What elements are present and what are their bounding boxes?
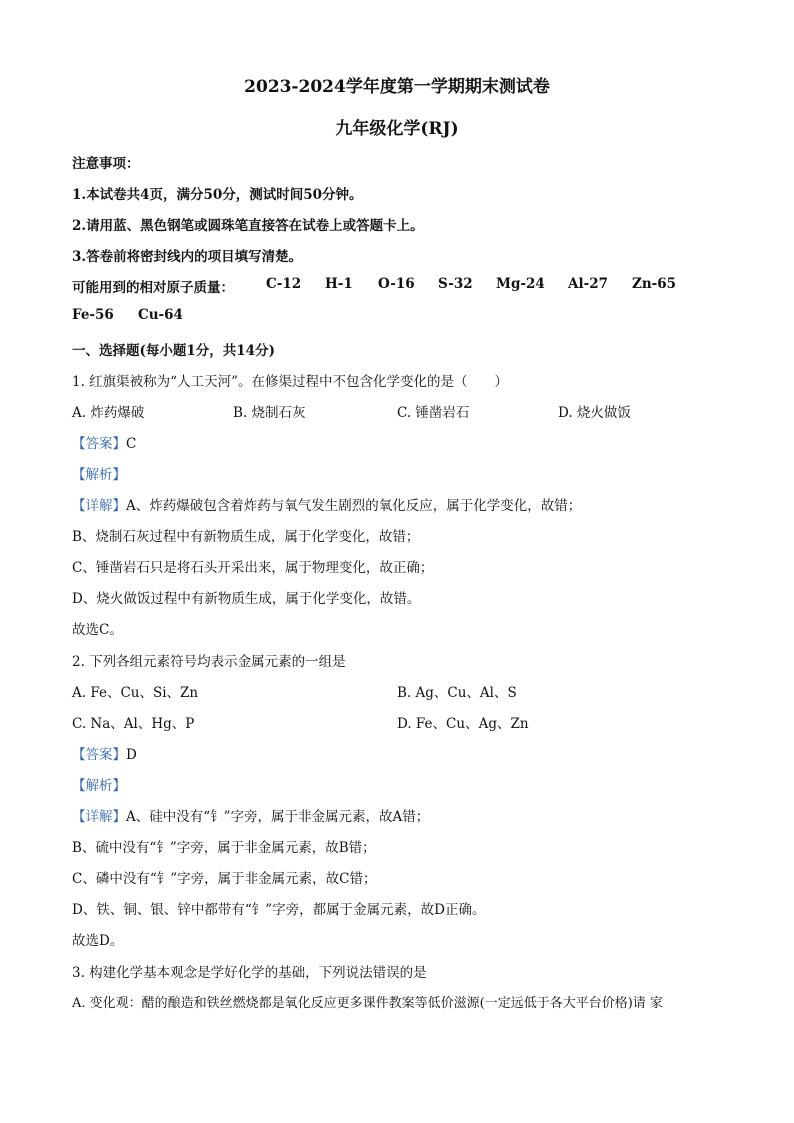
note-item: 1.本试卷共4页，满分50分，测试时间50分钟。 (72, 187, 363, 203)
detail-tag: 【详解】 (72, 809, 126, 825)
atomic-mass: O-16 (378, 276, 415, 292)
detail-text: C、磷中没有“钅”字旁，属于非金属元素，故C错； (72, 871, 377, 887)
analysis-tag: 【解析】 (72, 778, 126, 794)
atomic-mass: Zn-65 (632, 276, 677, 292)
analysis-tag: 【解析】 (72, 467, 126, 483)
conclusion: 故选D。 (72, 933, 124, 949)
detail-text: B、硫中没有“钅”字旁，属于非金属元素，故B错； (72, 840, 376, 856)
option-b: B. Ag、Cu、Al、S (397, 685, 517, 701)
answer-line (72, 743, 137, 763)
atomic-mass-label: 可能用到的相对原子质量： (72, 280, 234, 296)
detail-line (72, 805, 429, 825)
option-c: C. 锤凿岩石 (397, 405, 470, 421)
atomic-mass: C-12 (266, 276, 302, 292)
question-stem: 1. 红旗渠被称为“人工天河”。在修渠过程中不包含化学变化的是（ ） (72, 374, 508, 390)
detail-text: A、硅中没有“钅”字旁，属于非金属元素，故A错； (126, 809, 430, 825)
option-d: D. 烧火做饭 (558, 405, 631, 421)
answer-value: D (126, 747, 137, 763)
page-title: 2023-2024学年度第一学期期末测试卷 (244, 77, 550, 97)
atomic-mass: H-1 (325, 276, 353, 292)
question-stem: 2. 下列各组元素符号均表示金属元素的一组是 (72, 654, 346, 670)
note-item: 3.答卷前将密封线内的项目填写清楚。 (72, 249, 303, 265)
detail-text: D、铁、铜、银、锌中都带有“钅”字旁，都属于金属元素，故D正确。 (72, 902, 486, 918)
atomic-mass: Cu-64 (138, 307, 183, 323)
answer-value: C (126, 436, 137, 452)
option-d: D. Fe、Cu、Ag、Zn (397, 716, 529, 732)
detail-tag: 【详解】 (72, 498, 126, 514)
detail-text: B、烧制石灰过程中有新物质生成，属于化学变化，故错； (72, 529, 420, 545)
detail-text: C、锤凿岩石只是将石头开采出来，属于物理变化，故正确； (72, 560, 434, 576)
atomic-mass: Al-27 (568, 276, 608, 292)
question-stem: 3. 构建化学基本观念是学好化学的基础，下列说法错误的是 (72, 965, 427, 981)
note-item: 2.请用蓝、黑色钢笔或圆珠笔直接答在试卷上或答题卡上。 (72, 218, 424, 234)
option-a: A. 炸药爆破 (72, 405, 145, 421)
answer-tag: 【答案】 (72, 747, 126, 763)
atomic-mass: Fe-56 (72, 307, 114, 323)
atomic-mass: S-32 (438, 276, 473, 292)
detail-line (72, 494, 581, 514)
option-c: C. Na、Al、Hg、P (72, 716, 195, 732)
detail-text: A、炸药爆破包含着炸药与氧气发生剧烈的氧化反应，属于化学变化，故错； (126, 498, 582, 514)
conclusion: 故选C。 (72, 622, 123, 638)
atomic-mass: Mg-24 (496, 276, 545, 292)
answer-line (72, 432, 136, 452)
section-heading: 一、选择题(每小题1分，共14分) (72, 343, 275, 359)
detail-text: D、烧火做饭过程中有新物质生成，属于化学变化，故错。 (72, 591, 421, 607)
option-a: A. Fe、Cu、Si、Zn (72, 685, 199, 701)
answer-tag: 【答案】 (72, 436, 126, 452)
option-b: B. 烧制石灰 (233, 405, 306, 421)
page-subtitle: 九年级化学(RJ) (335, 119, 459, 139)
option-a: A. 变化观：醋的酿造和铁丝燃烧都是氧化反应更多课件教案等低价滋源(一定远低于各大平台价格)请 家 (72, 996, 663, 1011)
notes-heading: 注意事项： (72, 156, 140, 172)
